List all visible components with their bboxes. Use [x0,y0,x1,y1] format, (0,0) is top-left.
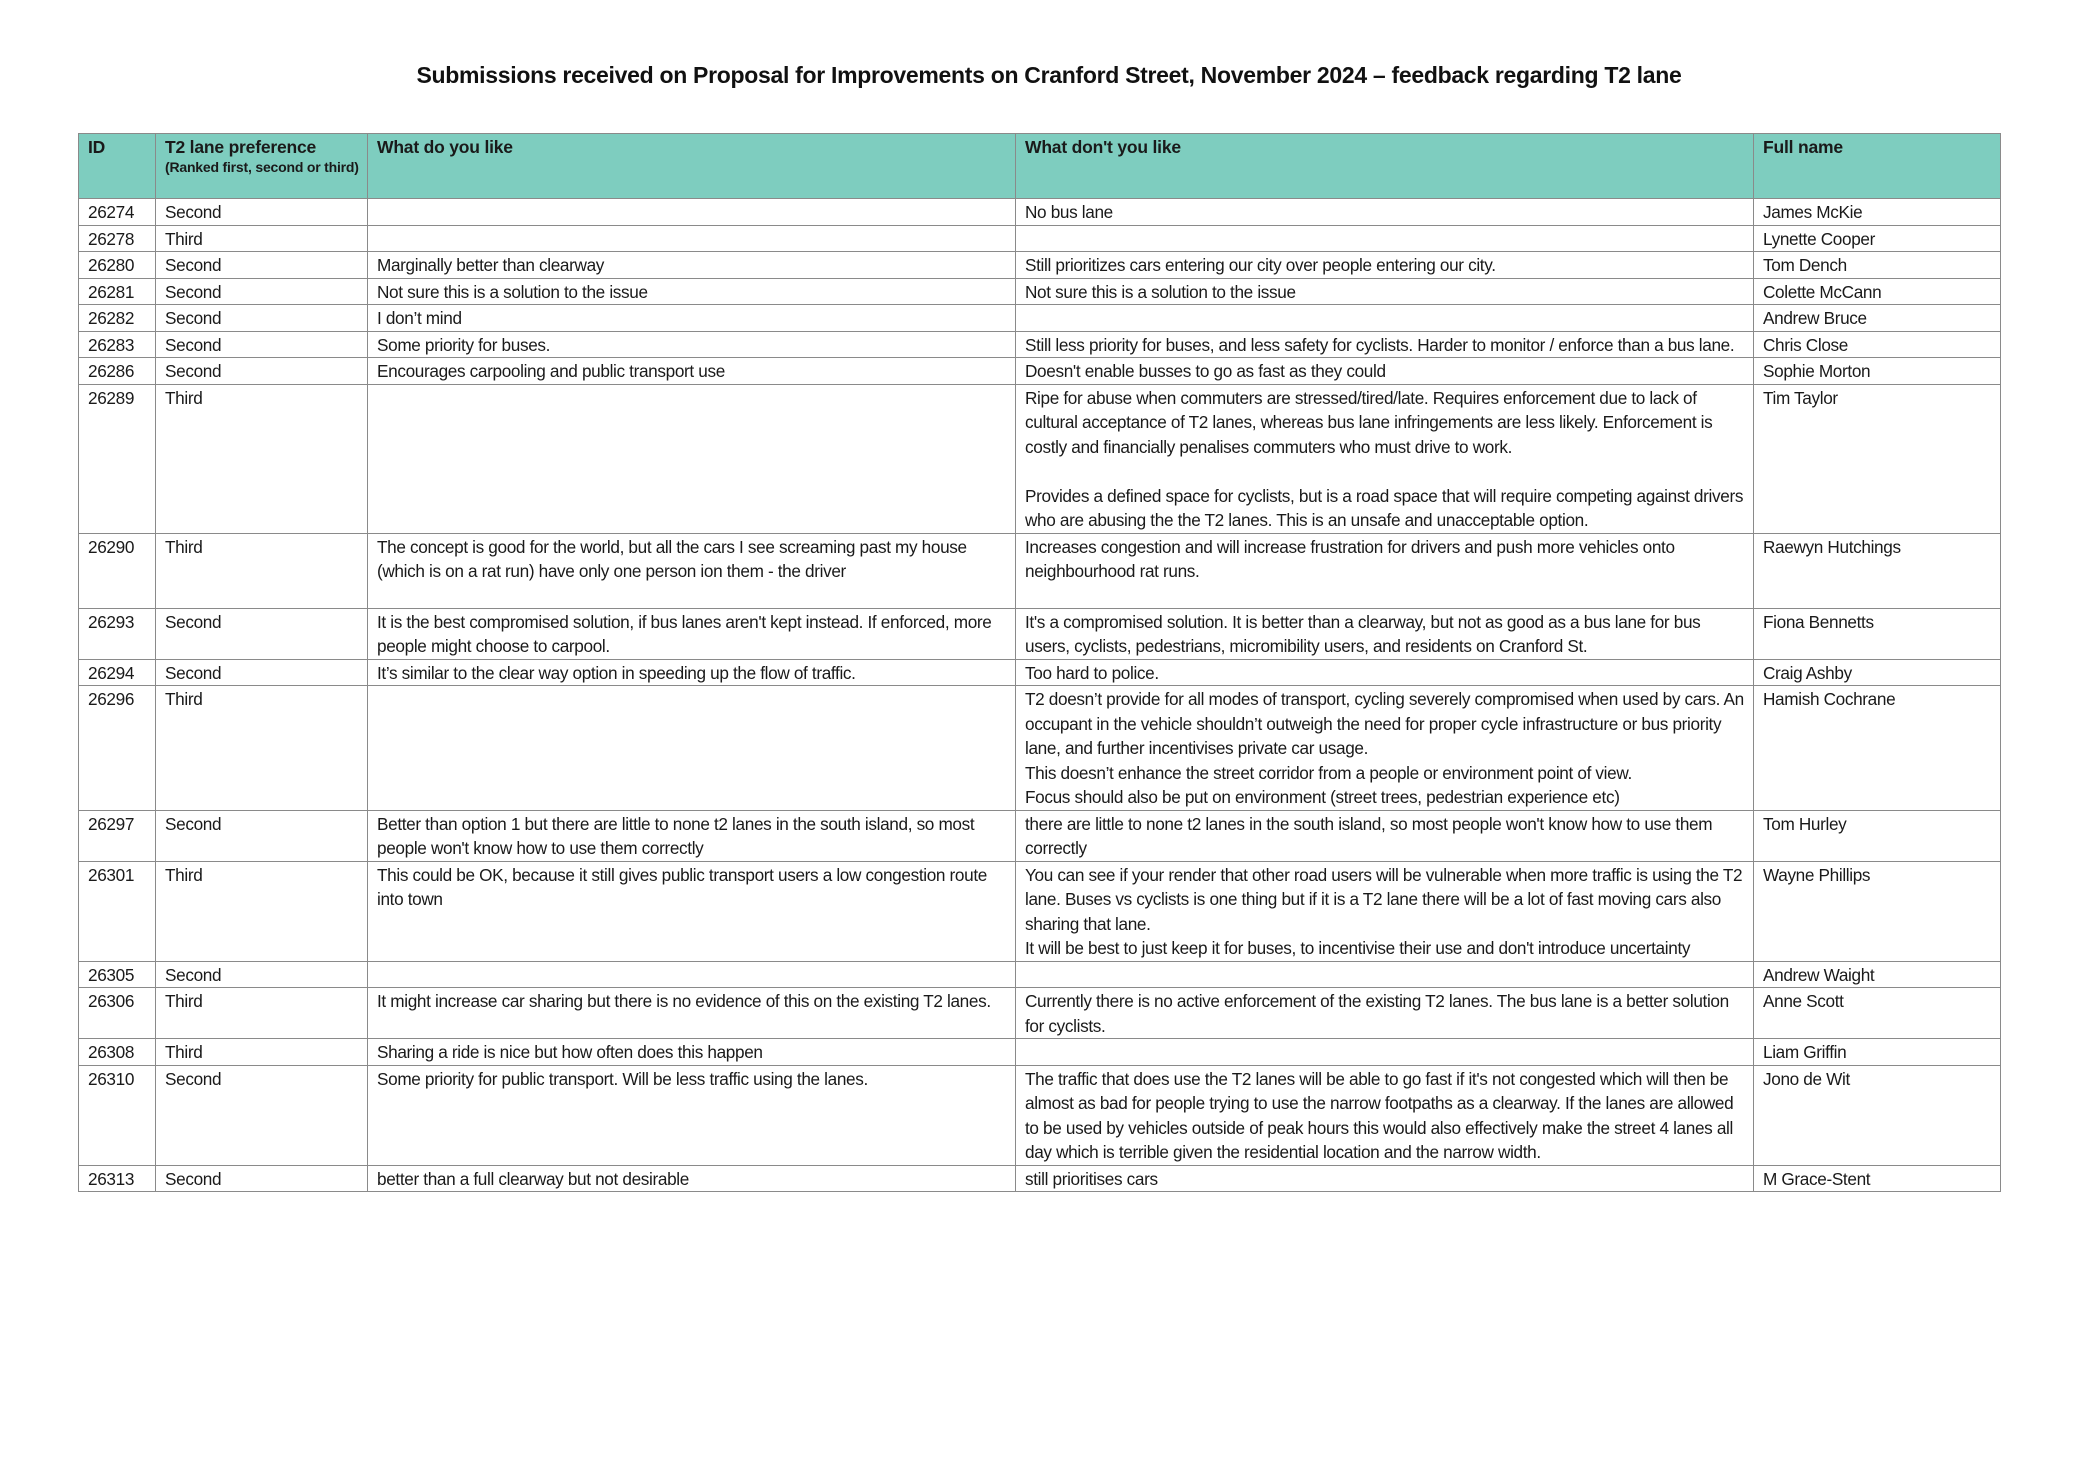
table-row [79,252,2001,279]
cell-dislike: Not sure this is a solution to the issue [1016,278,1754,305]
cell-preference: Third [156,1039,368,1066]
cell-dislike: No bus lane [1016,199,1754,226]
table-row [79,686,2001,811]
cell-like: Not sure this is a solution to the issue [368,278,1016,305]
cell-like: Some priority for buses. [368,331,1016,358]
table-header-row [79,134,2001,199]
cell-like [368,384,1016,533]
table-row [79,305,2001,332]
cell-dislike: T2 doesn’t provide for all modes of transport, cycling severely compromised when used by cars. An occupant in the vehicle shouldn’t outweigh the need for proper cycle infrastructure or bus priority lane, and further incentivises private car usage. This doesn’t enhance the street corridor from a people or environment point of view. Focus should also be put on environment (street trees, pedestrian experience etc) [1016,686,1754,811]
table-row [79,533,2001,608]
cell-like: This could be OK, because it still gives public transport users a low congestion route into town [368,861,1016,961]
cell-preference: Second [156,1165,368,1192]
table-row [79,608,2001,659]
cell-name: Liam Griffin [1754,1039,2001,1066]
column-header-preference [156,134,368,199]
cell-like [368,225,1016,252]
cell-preference: Third [156,384,368,533]
cell-id: 26305 [79,961,156,988]
column-header-dislike-label: What don't you like [1025,137,1181,157]
cell-name: Tim Taylor [1754,384,2001,533]
document-title: Submissions received on Proposal for Improvements on Cranford Street, November 2024 – feedback regarding T2 lane [416,62,1682,88]
cell-preference: Second [156,961,368,988]
submissions-table [78,133,2001,1192]
column-header-name-label: Full name [1763,137,1843,157]
cell-id: 26281 [79,278,156,305]
cell-preference: Second [156,810,368,861]
cell-like [368,961,1016,988]
cell-id: 26297 [79,810,156,861]
table-row [79,659,2001,686]
cell-preference: Third [156,988,368,1039]
cell-name: Craig Ashby [1754,659,2001,686]
cell-id: 26274 [79,199,156,226]
cell-dislike: Currently there is no active enforcement of the existing T2 lanes. The bus lane is a better solution for cyclists. [1016,988,1754,1039]
cell-id: 26301 [79,861,156,961]
cell-id: 26310 [79,1065,156,1165]
cell-dislike: You can see if your render that other road users will be vulnerable when more traffic is using the T2 lane. Buses vs cyclists is one thing but if it is a T2 lane there will be a lot of fast moving cars also sharing that lane. It will be best to just keep it for buses, to incentivise their use and don't introduce uncertainty [1016,861,1754,961]
cell-like [368,686,1016,811]
column-header-preference-sublabel: (Ranked first, second or third) [165,159,359,175]
cell-name: Anne Scott [1754,988,2001,1039]
cell-like: The concept is good for the world, but all the cars I see screaming past my house (which is on a rat run) have only one person ion them - the driver [368,533,1016,608]
table-row [79,1165,2001,1192]
table-row [79,225,2001,252]
cell-like [368,199,1016,226]
cell-like: It’s similar to the clear way option in speeding up the flow of traffic. [368,659,1016,686]
cell-id: 26290 [79,533,156,608]
cell-dislike [1016,225,1754,252]
cell-preference: Second [156,305,368,332]
table-row [79,384,2001,533]
cell-dislike: Ripe for abuse when commuters are stressed/tired/late. Requires enforcement due to lack of cultural acceptance of T2 lanes, whereas bus lane infringements are less likely. Enforcement is costly and financially penalises commuters who must drive to work. Provides a defined space for cyclists, but is a road space that will require competing against drivers who are abusing the the T2 lanes. This is an unsafe and unacceptable option. [1016,384,1754,533]
cell-like: Sharing a ride is nice but how often does this happen [368,1039,1016,1066]
cell-name: Andrew Bruce [1754,305,2001,332]
cell-preference: Second [156,331,368,358]
cell-preference: Second [156,659,368,686]
cell-preference: Second [156,252,368,279]
cell-preference: Second [156,1065,368,1165]
cell-name: Lynette Cooper [1754,225,2001,252]
cell-like: Encourages carpooling and public transport use [368,358,1016,385]
cell-like: I don’t mind [368,305,1016,332]
table-row [79,861,2001,961]
cell-preference: Second [156,278,368,305]
table-row [79,961,2001,988]
column-header-id-label: ID [88,137,106,157]
cell-dislike: Still prioritizes cars entering our city over people entering our city. [1016,252,1754,279]
cell-like: Better than option 1 but there are little to none t2 lanes in the south island, so most people won't know how to use them correctly [368,810,1016,861]
cell-id: 26283 [79,331,156,358]
cell-preference: Third [156,861,368,961]
cell-dislike: Increases congestion and will increase frustration for drivers and push more vehicles onto neighbourhood rat runs. [1016,533,1754,608]
cell-id: 26289 [79,384,156,533]
cell-id: 26282 [79,305,156,332]
table-body [79,199,2001,1192]
cell-id: 26313 [79,1165,156,1192]
cell-name: Jono de Wit [1754,1065,2001,1165]
cell-name: Raewyn Hutchings [1754,533,2001,608]
cell-dislike: It's a compromised solution. It is better than a clearway, but not as good as a bus lane for bus users, cyclists, pedestrians, micromibility users, and residents on Cranford St. [1016,608,1754,659]
cell-preference: Second [156,608,368,659]
cell-id: 26286 [79,358,156,385]
cell-preference: Third [156,686,368,811]
table-row [79,199,2001,226]
cell-like: better than a full clearway but not desirable [368,1165,1016,1192]
cell-dislike [1016,305,1754,332]
column-header-dislike [1016,134,1754,199]
cell-name: James McKie [1754,199,2001,226]
cell-dislike: Doesn't enable busses to go as fast as they could [1016,358,1754,385]
cell-name: Sophie Morton [1754,358,2001,385]
cell-dislike: there are little to none t2 lanes in the south island, so most people won't know how to use them correctly [1016,810,1754,861]
table-row [79,810,2001,861]
cell-dislike [1016,1039,1754,1066]
cell-id: 26294 [79,659,156,686]
cell-name: Wayne Phillips [1754,861,2001,961]
column-header-id [79,134,156,199]
table-row [79,1039,2001,1066]
cell-preference: Third [156,225,368,252]
cell-dislike: still prioritises cars [1016,1165,1754,1192]
cell-preference: Second [156,358,368,385]
cell-dislike [1016,961,1754,988]
cell-dislike: The traffic that does use the T2 lanes will be able to go fast if it's not congested which will then be almost as bad for people trying to use the narrow footpaths as a clearway. If the lanes are allowed to be used by vehicles outside of peak hours this would also effectively make the street 4 lanes all day which is terrible given the residential location and the narrow width. [1016,1065,1754,1165]
cell-like: Marginally better than clearway [368,252,1016,279]
table-row [79,278,2001,305]
column-header-like [368,134,1016,199]
cell-id: 26296 [79,686,156,811]
cell-id: 26306 [79,988,156,1039]
cell-name: Hamish Cochrane [1754,686,2001,811]
cell-like: It might increase car sharing but there is no evidence of this on the existing T2 lanes. [368,988,1016,1039]
cell-dislike: Still less priority for buses, and less safety for cyclists. Harder to monitor / enforce than a bus lane. [1016,331,1754,358]
cell-name: Andrew Waight [1754,961,2001,988]
column-header-preference-label: T2 lane preference [165,137,317,157]
table-row [79,331,2001,358]
cell-name: Tom Hurley [1754,810,2001,861]
cell-name: Fiona Bennetts [1754,608,2001,659]
cell-like: It is the best compromised solution, if bus lanes aren't kept instead. If enforced, more people might choose to carpool. [368,608,1016,659]
cell-name: Tom Dench [1754,252,2001,279]
cell-dislike: Too hard to police. [1016,659,1754,686]
cell-name: M Grace-Stent [1754,1165,2001,1192]
table-row [79,1065,2001,1165]
table-row [79,988,2001,1039]
cell-id: 26293 [79,608,156,659]
column-header-like-label: What do you like [377,137,513,157]
cell-id: 26278 [79,225,156,252]
cell-preference: Third [156,533,368,608]
cell-like: Some priority for public transport. Will be less traffic using the lanes. [368,1065,1016,1165]
column-header-name [1754,134,2001,199]
cell-id: 26280 [79,252,156,279]
cell-name: Colette McCann [1754,278,2001,305]
cell-preference: Second [156,199,368,226]
cell-id: 26308 [79,1039,156,1066]
cell-name: Chris Close [1754,331,2001,358]
table-row [79,358,2001,385]
